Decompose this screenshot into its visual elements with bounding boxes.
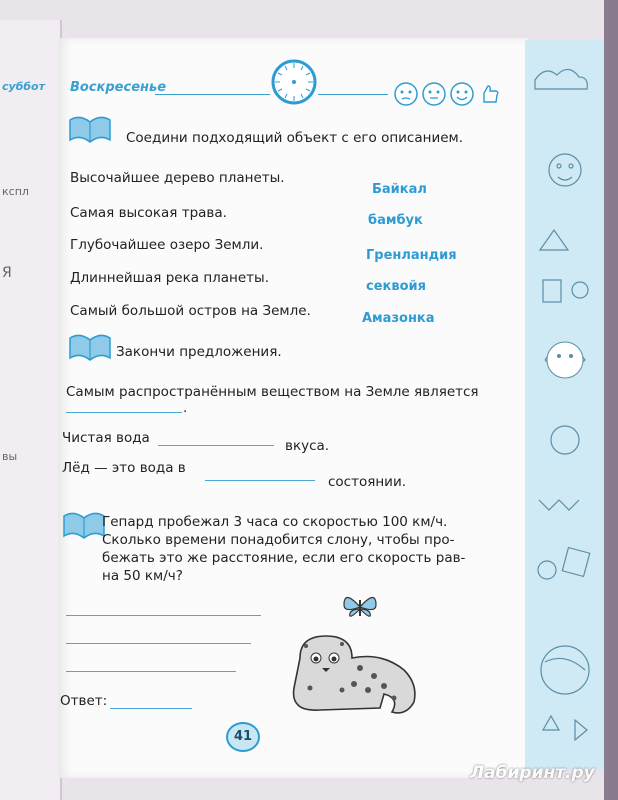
doodle-strip bbox=[525, 40, 605, 770]
leopard-illustration bbox=[270, 628, 420, 720]
book-edge bbox=[604, 0, 618, 800]
left-fragment: суббот bbox=[2, 80, 45, 93]
task1-object: Байкал bbox=[372, 182, 427, 197]
answer-label: Ответ: bbox=[60, 693, 108, 709]
happy-face-icon bbox=[451, 83, 473, 105]
answer-blank bbox=[110, 708, 192, 709]
task2-line1-end: . bbox=[183, 400, 188, 416]
task1-instruction: Соедини подходящий объект с его описанием. bbox=[126, 130, 464, 146]
answer-blank bbox=[158, 445, 274, 446]
thumbs-up-icon bbox=[484, 86, 498, 102]
left-fragment: кспл bbox=[2, 185, 29, 198]
task1-description: Самый большой остров на Земле. bbox=[70, 303, 311, 319]
open-book-icon bbox=[60, 508, 108, 542]
task1-description: Высочайшее дерево планеты. bbox=[70, 170, 285, 186]
task1-object: Амазонка bbox=[362, 311, 435, 326]
task1-description: Длиннейшая река планеты. bbox=[70, 270, 269, 286]
page-number: 41 bbox=[226, 722, 260, 752]
answer-blank bbox=[66, 412, 182, 413]
task1-object: Гренландия bbox=[366, 248, 457, 263]
day-underline bbox=[155, 94, 270, 95]
task2-line2-end: вкуса. bbox=[285, 438, 330, 454]
task2-line2-start: Чистая вода bbox=[62, 430, 150, 446]
day-underline bbox=[318, 94, 388, 95]
day-label: Воскресенье bbox=[70, 80, 167, 95]
task3-text: Гепард пробежал 3 часа со скоростью 100 км/ч. bbox=[102, 514, 448, 530]
task1-object: секвойя bbox=[366, 279, 426, 294]
left-fragment: вы bbox=[2, 450, 18, 463]
task2-line1: Самым распространённым веществом на Земле является bbox=[66, 384, 479, 400]
task1-object: бамбук bbox=[368, 213, 423, 228]
watermark: Лабиринт.ру bbox=[470, 763, 595, 783]
left-page-edge bbox=[0, 20, 62, 800]
task3-text: бежать это же расстояние, если его скорость рав- bbox=[102, 550, 466, 566]
solution-line bbox=[66, 615, 261, 616]
open-book-icon bbox=[66, 330, 114, 364]
task1-description: Глубочайшее озеро Земли. bbox=[70, 237, 264, 253]
task2-instruction: Закончи предложения. bbox=[116, 344, 282, 360]
task3-text: Сколько времени понадобится слону, чтобы про- bbox=[102, 532, 455, 548]
sleepy-face-icon bbox=[395, 83, 417, 105]
task2-line3-start: Лёд — это вода в bbox=[62, 460, 186, 476]
doodle-illustrations bbox=[525, 40, 605, 770]
neutral-face-icon bbox=[423, 83, 445, 105]
task3-text: на 50 км/ч? bbox=[102, 568, 183, 584]
task1-description: Самая высокая трава. bbox=[70, 205, 227, 221]
solution-line bbox=[66, 643, 251, 644]
open-book-icon bbox=[66, 112, 114, 146]
clock-icon bbox=[270, 58, 318, 106]
answer-blank bbox=[205, 480, 315, 481]
butterfly-icon bbox=[340, 590, 380, 624]
task2-line3-end: состоянии. bbox=[328, 474, 407, 490]
solution-line bbox=[66, 671, 236, 672]
left-fragment: Я bbox=[2, 265, 12, 281]
mood-faces bbox=[392, 80, 507, 108]
